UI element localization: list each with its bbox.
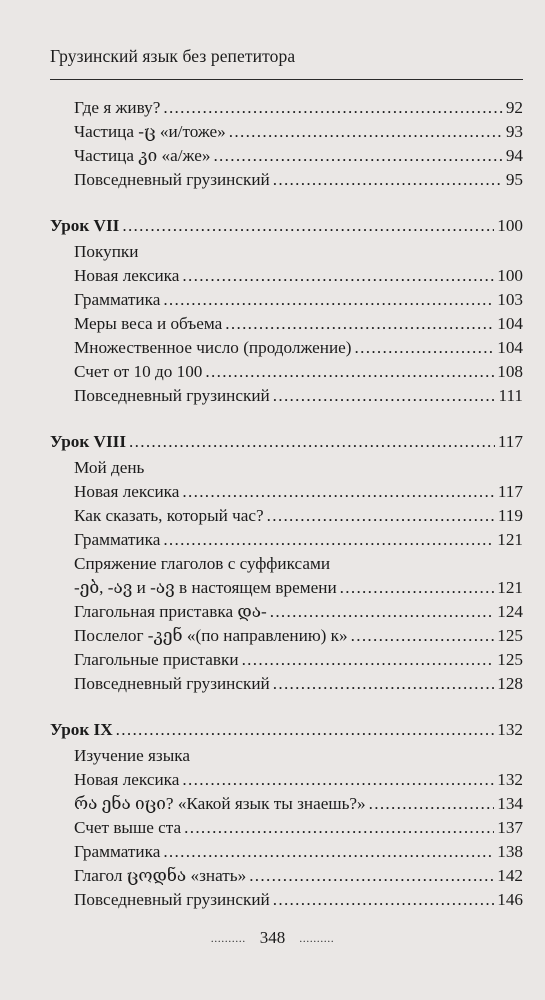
toc-entry-title: Глагольная приставка და- bbox=[74, 602, 267, 621]
toc-leader-dots bbox=[249, 864, 494, 888]
running-header: Грузинский язык без репетитора bbox=[50, 46, 296, 66]
toc-entry-title: Меры веса и объема bbox=[74, 314, 223, 333]
toc-entry-title: Счет выше ста bbox=[74, 818, 182, 837]
toc-lesson-entry bbox=[50, 430, 523, 454]
toc-leader-dots bbox=[122, 214, 494, 238]
toc-entry bbox=[74, 888, 523, 912]
toc-entry bbox=[74, 312, 523, 336]
toc-entry bbox=[74, 648, 523, 672]
toc-leader-dots bbox=[182, 264, 494, 288]
toc-entry-title: -ებ, -ავ и -ავ в настоящем времени bbox=[74, 578, 337, 597]
toc-entry-title: Частица -ც «и/тоже» bbox=[74, 122, 226, 141]
toc-entry-title: Повседневный грузинский bbox=[74, 674, 270, 693]
toc-entry-title: Урок IX bbox=[50, 720, 113, 739]
toc-entry-title: Счет от 10 до 100 bbox=[74, 362, 203, 381]
toc-entry-title: Мой день bbox=[74, 458, 145, 477]
toc-entry-title: Частица კი «а/же» bbox=[74, 146, 211, 165]
toc-entry bbox=[74, 360, 523, 384]
toc-entry bbox=[74, 96, 523, 120]
toc-entry bbox=[74, 480, 523, 504]
toc-entry bbox=[74, 576, 523, 600]
toc-entry-page: 125 bbox=[497, 626, 523, 645]
toc-entry-page: 92 bbox=[505, 98, 523, 117]
toc-entry-page: 125 bbox=[497, 650, 523, 669]
toc-leader-dots bbox=[163, 528, 494, 552]
toc-entry-page: 104 bbox=[497, 314, 523, 333]
toc-entry bbox=[74, 552, 523, 576]
toc-leader-dots bbox=[273, 672, 494, 696]
toc-entry-page: 103 bbox=[497, 290, 523, 309]
toc-entry-title: Повседневный грузинский bbox=[74, 386, 270, 405]
toc-leader-dots bbox=[182, 480, 494, 504]
toc-entry-title: Послелог -კენ «(по направлению) к» bbox=[74, 626, 348, 645]
page-footer bbox=[0, 928, 545, 948]
toc-entry-title: Как сказать, который час? bbox=[74, 506, 264, 525]
toc-leader-dots bbox=[355, 336, 495, 360]
toc-entry-title: Грамматика bbox=[74, 842, 161, 861]
toc-entry-page: 137 bbox=[497, 818, 523, 837]
toc-leader-dots bbox=[182, 768, 494, 792]
toc-entry-title: Новая лексика bbox=[74, 482, 180, 501]
toc-entry bbox=[74, 384, 523, 408]
toc-entry bbox=[74, 504, 523, 528]
toc-entry bbox=[74, 168, 523, 192]
toc-leader-dots bbox=[270, 600, 494, 624]
toc-entry bbox=[74, 456, 523, 480]
toc-leader-dots bbox=[205, 360, 494, 384]
toc-entry-page: 100 bbox=[497, 266, 523, 285]
toc-entry bbox=[74, 864, 523, 888]
footer-ornament-right: .......... bbox=[299, 930, 335, 945]
toc-leader-dots bbox=[229, 120, 503, 144]
toc-entry-page: 121 bbox=[497, 578, 523, 597]
toc-entry bbox=[74, 600, 523, 624]
toc-leader-dots bbox=[351, 624, 495, 648]
toc-entry-page: 94 bbox=[505, 146, 523, 165]
toc-entry-page: 117 bbox=[497, 482, 523, 501]
toc-entry bbox=[74, 336, 523, 360]
toc-entry-page: 138 bbox=[497, 842, 523, 861]
toc-entry-title: Повседневный грузинский bbox=[74, 890, 270, 909]
page-number: 348 bbox=[259, 928, 286, 947]
header-rule bbox=[50, 79, 523, 80]
toc-entry-page: 121 bbox=[497, 530, 523, 549]
toc-leader-dots bbox=[163, 288, 494, 312]
toc-leader-dots bbox=[242, 648, 495, 672]
toc-entry-title: Грамматика bbox=[74, 290, 161, 309]
toc-entry-page: 124 bbox=[497, 602, 523, 621]
toc-lesson-entry bbox=[50, 718, 523, 742]
toc-entry-page: 119 bbox=[497, 506, 523, 525]
toc-leader-dots bbox=[225, 312, 494, 336]
toc-entry-title: Урок VII bbox=[50, 216, 120, 235]
toc-entry bbox=[74, 264, 523, 288]
toc-entry-title: Покупки bbox=[74, 242, 139, 261]
toc-entry bbox=[74, 792, 523, 816]
toc-entry-page: 146 bbox=[497, 890, 523, 909]
toc-entry-page: 111 bbox=[498, 386, 523, 405]
toc-entry bbox=[74, 840, 523, 864]
toc-entry bbox=[74, 120, 523, 144]
toc-leader-dots bbox=[340, 576, 495, 600]
toc-entry-page: 132 bbox=[497, 720, 523, 739]
toc-leader-dots bbox=[116, 718, 495, 742]
toc-entry bbox=[74, 816, 523, 840]
toc-entry-page: 93 bbox=[505, 122, 523, 141]
footer-ornament-left: .......... bbox=[210, 930, 246, 945]
toc-entry-title: Грамматика bbox=[74, 530, 161, 549]
toc-entry bbox=[74, 528, 523, 552]
toc-entry-page: 104 bbox=[497, 338, 523, 357]
toc-entry-title: Повседневный грузинский bbox=[74, 170, 270, 189]
toc-entry-title: Новая лексика bbox=[74, 770, 180, 789]
toc-entry-page: 132 bbox=[497, 770, 523, 789]
toc-entry-page: 142 bbox=[497, 866, 523, 885]
toc-leader-dots bbox=[273, 384, 496, 408]
toc-entry-title: Где я живу? bbox=[74, 98, 161, 117]
toc-leader-dots bbox=[213, 144, 502, 168]
toc-entry-page: 108 bbox=[497, 362, 523, 381]
toc-leader-dots bbox=[267, 504, 495, 528]
toc-entry-title: Урок VIII bbox=[50, 432, 127, 451]
toc-entry bbox=[74, 288, 523, 312]
toc-entry bbox=[74, 144, 523, 168]
toc-leader-dots bbox=[184, 816, 494, 840]
toc-entry bbox=[74, 672, 523, 696]
toc-entry-page: 134 bbox=[497, 794, 523, 813]
toc-entry bbox=[74, 624, 523, 648]
toc-leader-dots bbox=[163, 840, 494, 864]
toc-leader-dots bbox=[369, 792, 495, 816]
toc-lesson-entry bbox=[50, 214, 523, 238]
toc-entry-title: Глагольные приставки bbox=[74, 650, 239, 669]
toc-entry-title: Спряжение глаголов с суффиксами bbox=[74, 554, 331, 573]
toc-leader-dots bbox=[129, 430, 495, 454]
toc-entry-title: Новая лексика bbox=[74, 266, 180, 285]
toc-entry-title: Изучение языка bbox=[74, 746, 190, 765]
toc-entry-page: 128 bbox=[497, 674, 523, 693]
toc-entry bbox=[74, 744, 523, 768]
toc-entry-title: რა ენა იცი? «Какой язык ты знаешь?» bbox=[74, 794, 366, 813]
toc-entry-page: 117 bbox=[497, 432, 523, 451]
toc-leader-dots bbox=[163, 96, 502, 120]
toc-entry-page: 95 bbox=[505, 170, 523, 189]
toc-leader-dots bbox=[273, 168, 503, 192]
toc-leader-dots bbox=[273, 888, 494, 912]
toc-entry-page: 100 bbox=[497, 216, 523, 235]
toc-entry bbox=[74, 768, 523, 792]
toc-entry-title: Множественное число (продолжение) bbox=[74, 338, 352, 357]
toc-entry bbox=[74, 240, 523, 264]
toc-entry-title: Глагол ცოდნა «знать» bbox=[74, 866, 247, 885]
